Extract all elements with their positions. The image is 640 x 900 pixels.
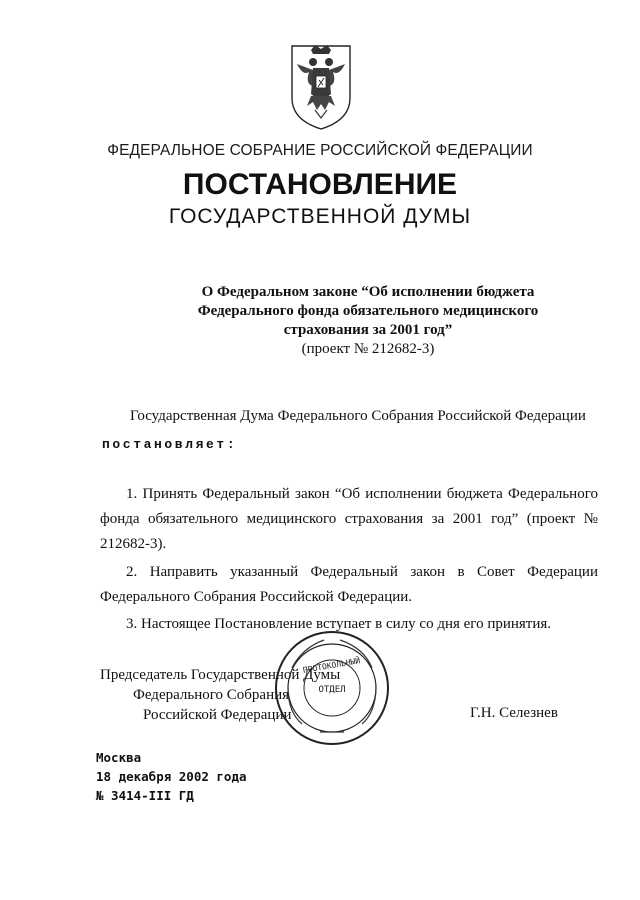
protocol-department-stamp: [272, 628, 392, 748]
signatory-title-line-3: Российской Федерации: [143, 707, 292, 723]
signatory-title-line-2: Федерального Собрания: [133, 687, 290, 703]
resolves-word: постановляет:: [102, 437, 238, 452]
resolution-item-3: 3. Настоящее Постановление вступает в силу со дня его принятия.: [126, 616, 552, 632]
document-issuer: ГОСУДАРСТВЕННОЙ ДУМЫ: [168, 205, 472, 228]
document-type: ПОСТАНОВЛЕНИЕ: [182, 168, 458, 201]
parliament-name: ФЕДЕРАЛЬНОЕ СОБРАНИЕ РОССИЙСКОЙ ФЕДЕРАЦИИ: [107, 142, 533, 159]
signatory-name: Г.Н. Селезнев: [470, 705, 558, 721]
resolution-item-1: 1. Принять Федеральный закон “Об исполнении бюджета Федерального фонда обязательного медицинского страхования за 2001 год” (проект № 212682-3).: [100, 486, 598, 552]
signatory-title-line-1: Председатель Государственной Думы: [100, 667, 341, 683]
svg-text:ОТДЕЛ: ОТДЕЛ: [318, 685, 346, 695]
subject-line-3: страхования за 2001 год”: [283, 322, 453, 338]
russian-coat-of-arms-icon: [289, 40, 353, 132]
signing-date: 18 декабря 2002 года: [96, 769, 247, 784]
document-number: № 3414-III ГД: [96, 788, 194, 803]
project-number: (проект № 212682-3): [301, 341, 435, 357]
subject-line-1: О Федеральном законе “Об исполнении бюджета: [201, 284, 535, 300]
subject-line-2: Федерального фонда обязательного медицинского: [197, 303, 539, 319]
preamble: Государственная Дума Федерального Собрания Российской Федерации: [130, 408, 586, 424]
resolution-item-2: 2. Направить указанный Федеральный закон в Совет Федерации Федерального Собрания Российской Федерации.: [100, 564, 598, 605]
document-subject: [178, 283, 558, 359]
document-footer: [96, 748, 247, 805]
svg-text:ПРОТОКОЛЬНЫЙ: ПРОТОКОЛЬНЫЙ: [302, 656, 361, 675]
signing-city: Москва: [96, 750, 142, 765]
